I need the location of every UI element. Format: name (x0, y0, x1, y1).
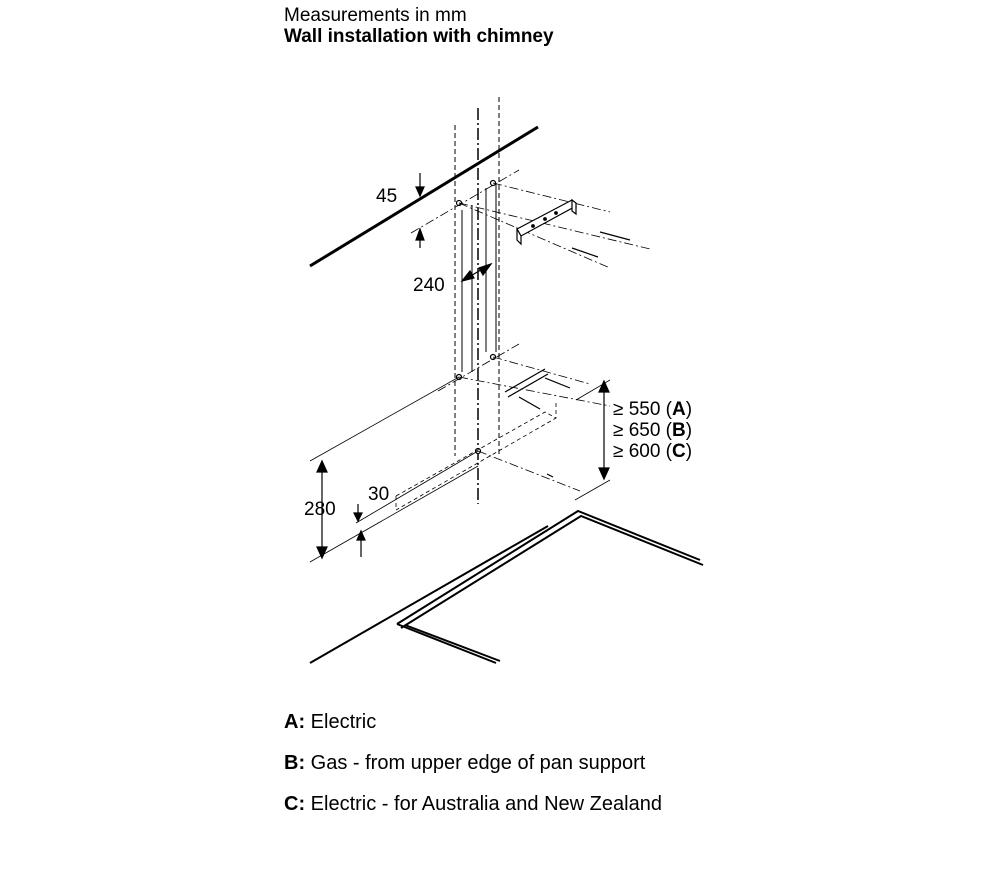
appliance-outline (396, 403, 556, 510)
ceiling-line (310, 127, 538, 266)
diagram-title: Measurements in mm (284, 5, 467, 26)
dim-clearance-c: ≥ 600 (C) (613, 441, 693, 462)
dim-clearance-a: ≥ 550 (A) (613, 399, 693, 420)
dim-small-offset: 30 (368, 484, 390, 505)
legend-key-c: C: (284, 793, 306, 815)
lower-extension-lines (438, 344, 610, 491)
hob (310, 511, 703, 663)
legend-text-a: Electric (310, 711, 377, 733)
diagram-subtitle: Wall installation with chimney (284, 26, 554, 47)
dim-lower-offset: 280 (304, 499, 336, 520)
dim-hole-spacing: 240 (413, 275, 445, 296)
legend-item-a (284, 710, 662, 751)
lower-rail (505, 369, 570, 477)
upper-extension-lines (411, 170, 650, 268)
legend-text-c: Electric - for Australia and New Zealand (310, 793, 662, 815)
legend (284, 710, 662, 833)
legend-key-b: B: (284, 752, 306, 774)
upper-bracket (517, 200, 576, 244)
legend-text-b: Gas - from upper edge of pan support (310, 752, 646, 774)
legend-item-c (284, 792, 662, 833)
upper-screws (572, 232, 630, 257)
dimension-arrows (317, 173, 609, 558)
dim-top-offset: 45 (376, 186, 398, 207)
legend-key-a: A: (284, 711, 306, 733)
legend-item-b (284, 751, 662, 792)
dim-clearance-b: ≥ 650 (B) (613, 420, 693, 441)
dimension-extension-lines (310, 377, 610, 562)
